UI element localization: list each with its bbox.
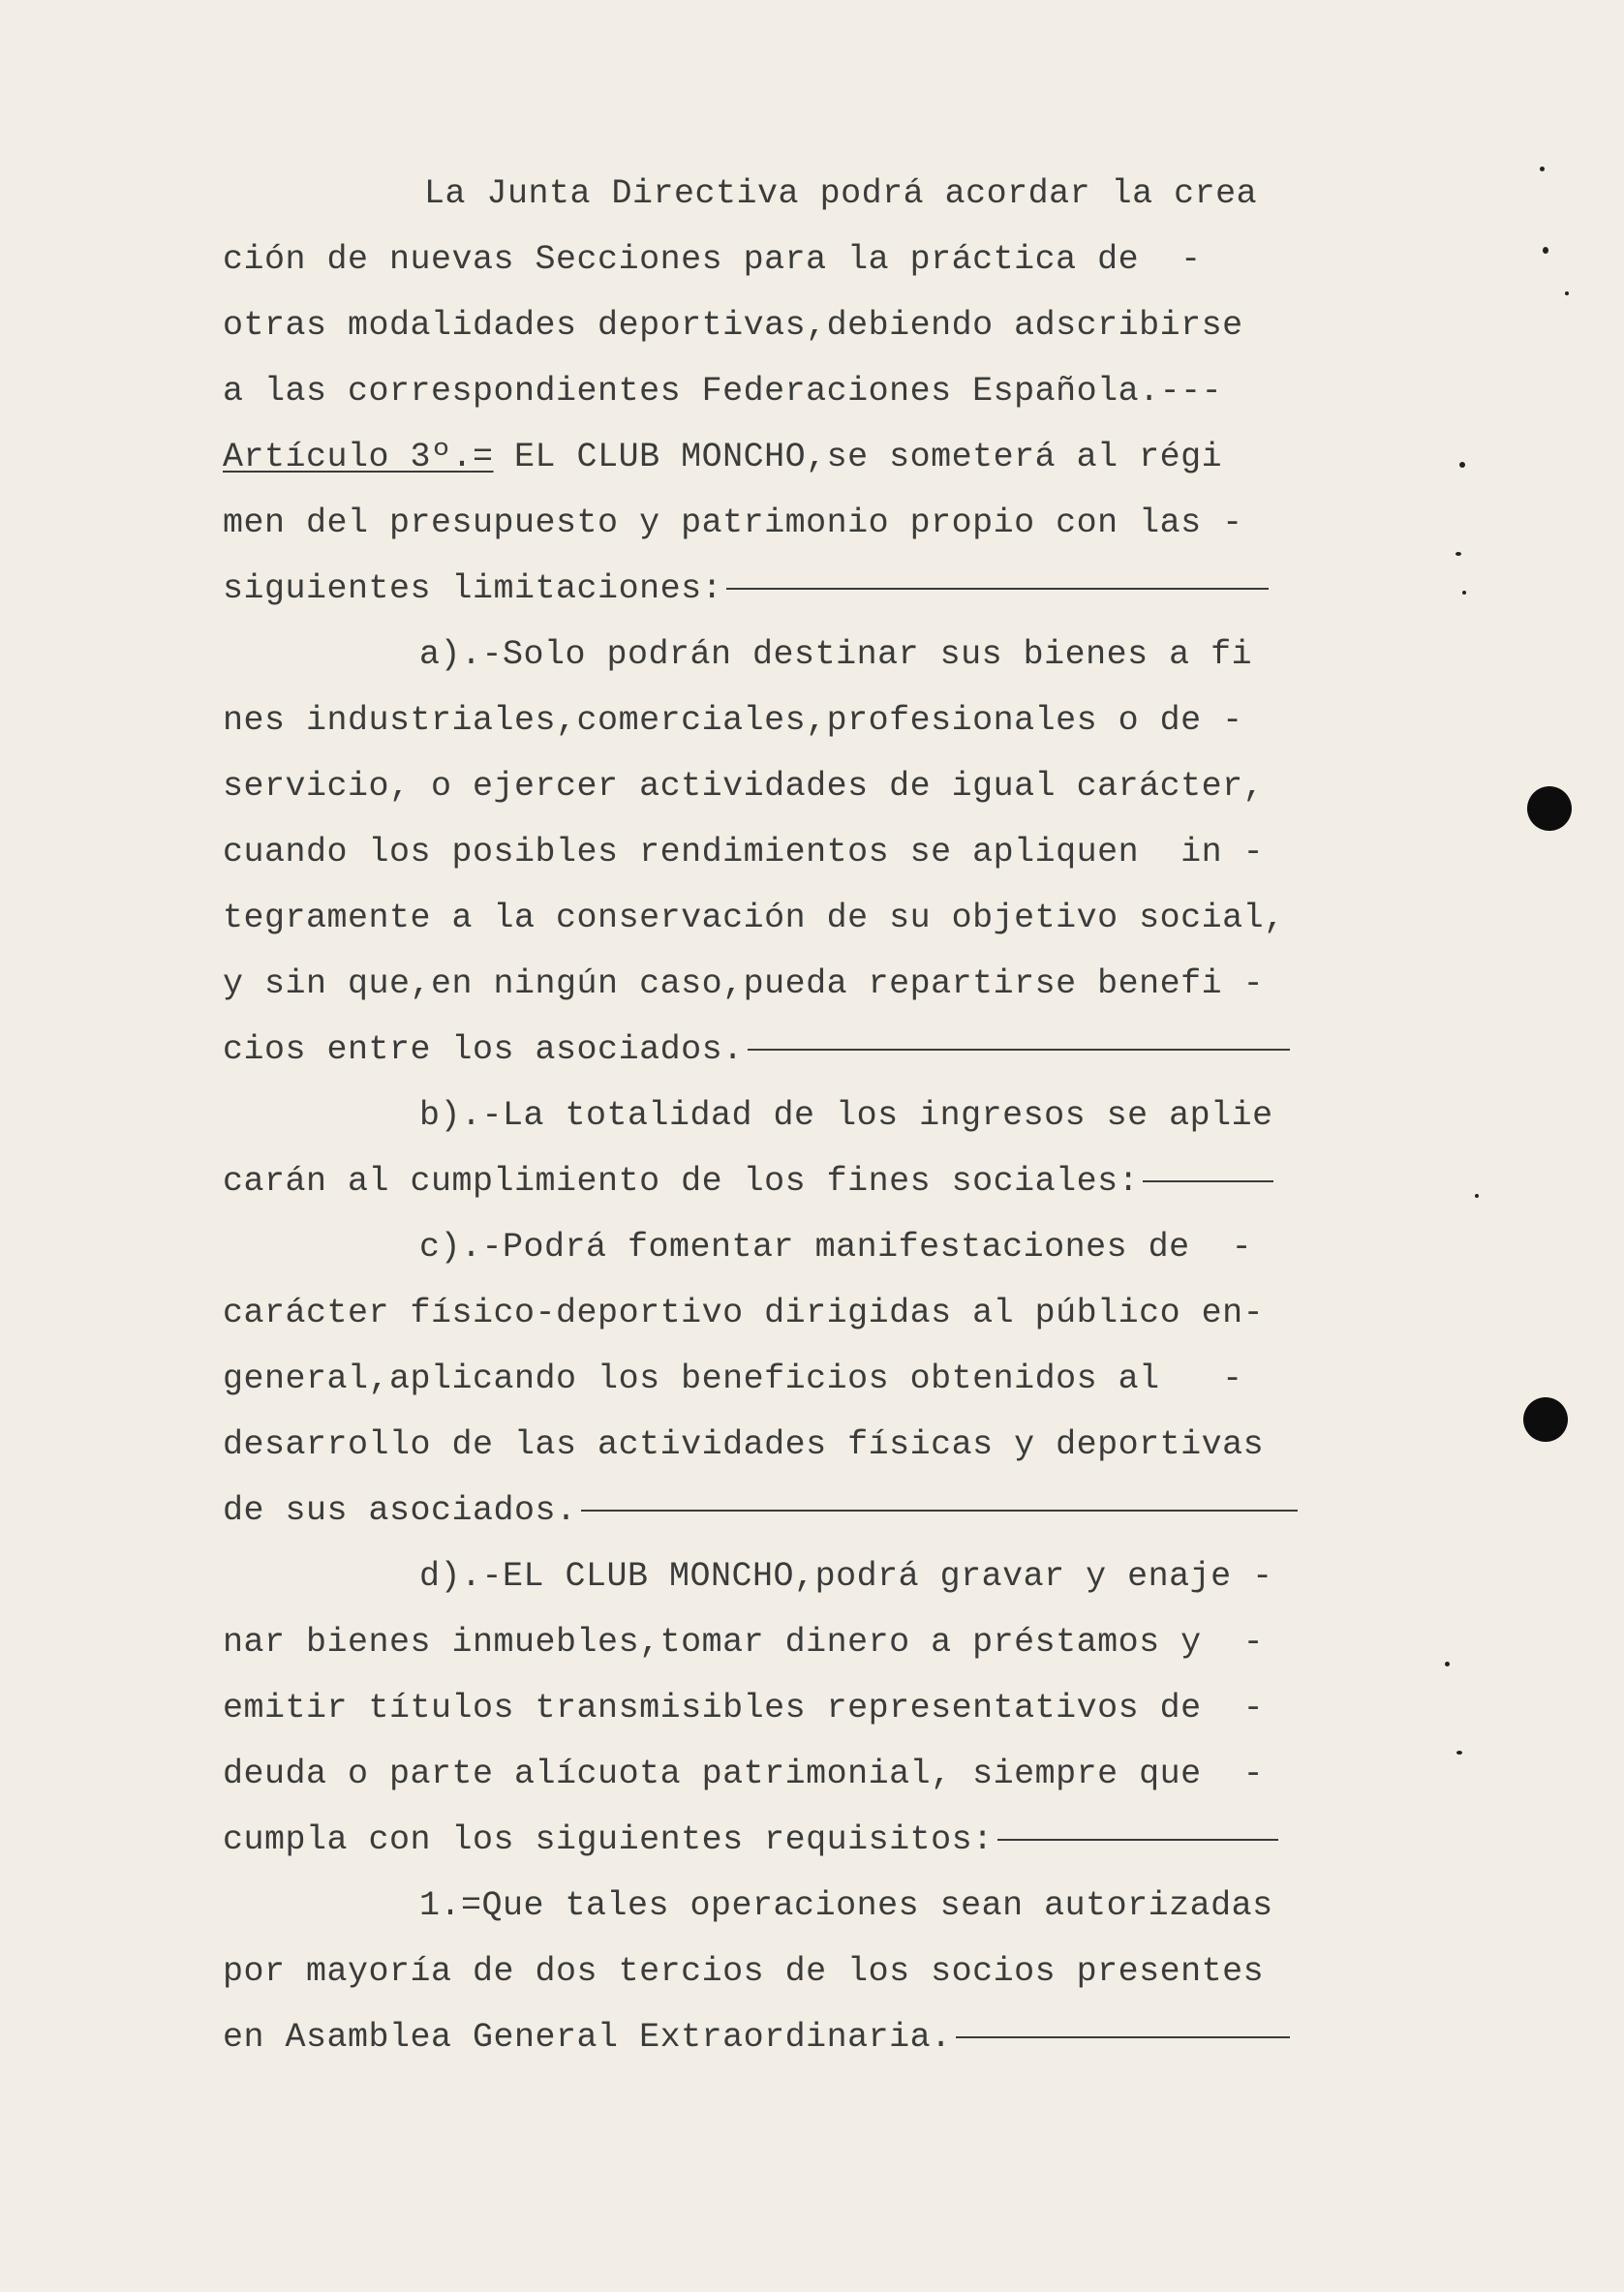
item-1-line: 1.=Que tales operaciones sean autorizadas — [419, 1886, 1273, 1925]
text-line: a las correspondientes Federaciones Española.--- — [223, 372, 1223, 411]
punch-hole — [1523, 1397, 1568, 1442]
text-line: carán al cumplimiento de los fines sociales: — [223, 1162, 1273, 1201]
fill-rule — [748, 1049, 1290, 1051]
text-line: desarrollo de las actividades físicas y deportivas — [223, 1425, 1265, 1464]
text-line: cuando los posibles rendimientos se apliquen in - — [223, 833, 1265, 871]
text-line: por mayoría de dos tercios de los socios presentes — [223, 1952, 1265, 1991]
text-line: en Asamblea General Extraordinaria. — [223, 2018, 1290, 2057]
fill-rule — [1143, 1180, 1273, 1182]
text-line: ción de nuevas Secciones para la práctica de - — [223, 240, 1202, 279]
margin-speck — [1462, 591, 1466, 595]
article-3-line: Artículo 3º.= EL CLUB MONCHO,se someterá al régi — [223, 438, 1223, 476]
text-line: otras modalidades deportivas,debiendo adscribirse — [223, 306, 1243, 345]
fill-rule — [726, 588, 1269, 590]
item-b-line: b).-La totalidad de los ingresos se aplie — [419, 1096, 1273, 1135]
margin-speck — [1475, 1194, 1479, 1198]
margin-speck — [1543, 247, 1548, 254]
text-line: cumpla con los siguientes requisitos: — [223, 1820, 1278, 1859]
margin-speck — [1456, 1751, 1462, 1755]
margin-speck — [1455, 552, 1461, 556]
text-line: emitir títulos transmisibles representativos de - — [223, 1689, 1265, 1727]
margin-speck — [1540, 167, 1545, 171]
text-line: La Junta Directiva podrá acordar la crea — [424, 174, 1258, 213]
text-line: y sin que,en ningún caso,pueda repartirse benefi - — [223, 964, 1265, 1003]
text-line: general,aplicando los beneficios obtenidos al - — [223, 1360, 1243, 1398]
margin-speck — [1445, 1662, 1450, 1666]
item-d-line: d).-EL CLUB MONCHO,podrá gravar y enaje - — [419, 1557, 1273, 1596]
fill-rule — [997, 1839, 1278, 1841]
text-line: deuda o parte alícuota patrimonial, siempre que - — [223, 1755, 1265, 1793]
text-line: cios entre los asociados. — [223, 1030, 1290, 1069]
fill-rule — [581, 1510, 1298, 1512]
text-line: nar bienes inmuebles,tomar dinero a préstamos y - — [223, 1623, 1265, 1662]
text-line: carácter físico-deportivo dirigidas al público en- — [223, 1294, 1265, 1332]
text-line: tegramente a la conservación de su objetivo social, — [223, 899, 1285, 937]
item-a-line: a).-Solo podrán destinar sus bienes a fi — [419, 635, 1253, 674]
punch-hole — [1527, 786, 1572, 831]
text-line: nes industriales,comerciales,profesionales o de - — [223, 701, 1243, 740]
fill-rule — [956, 2036, 1290, 2038]
margin-speck — [1565, 291, 1569, 295]
text-line: de sus asociados. — [223, 1491, 1298, 1530]
item-c-line: c).-Podrá fomentar manifestaciones de - — [419, 1228, 1253, 1267]
article-heading: Artículo 3º.= — [223, 438, 494, 476]
margin-speck — [1459, 462, 1465, 468]
text-line: men del presupuesto y patrimonio propio con las - — [223, 504, 1243, 542]
text-line: siguientes limitaciones: — [223, 569, 1269, 608]
text-line: servicio, o ejercer actividades de igual carácter, — [223, 767, 1265, 806]
